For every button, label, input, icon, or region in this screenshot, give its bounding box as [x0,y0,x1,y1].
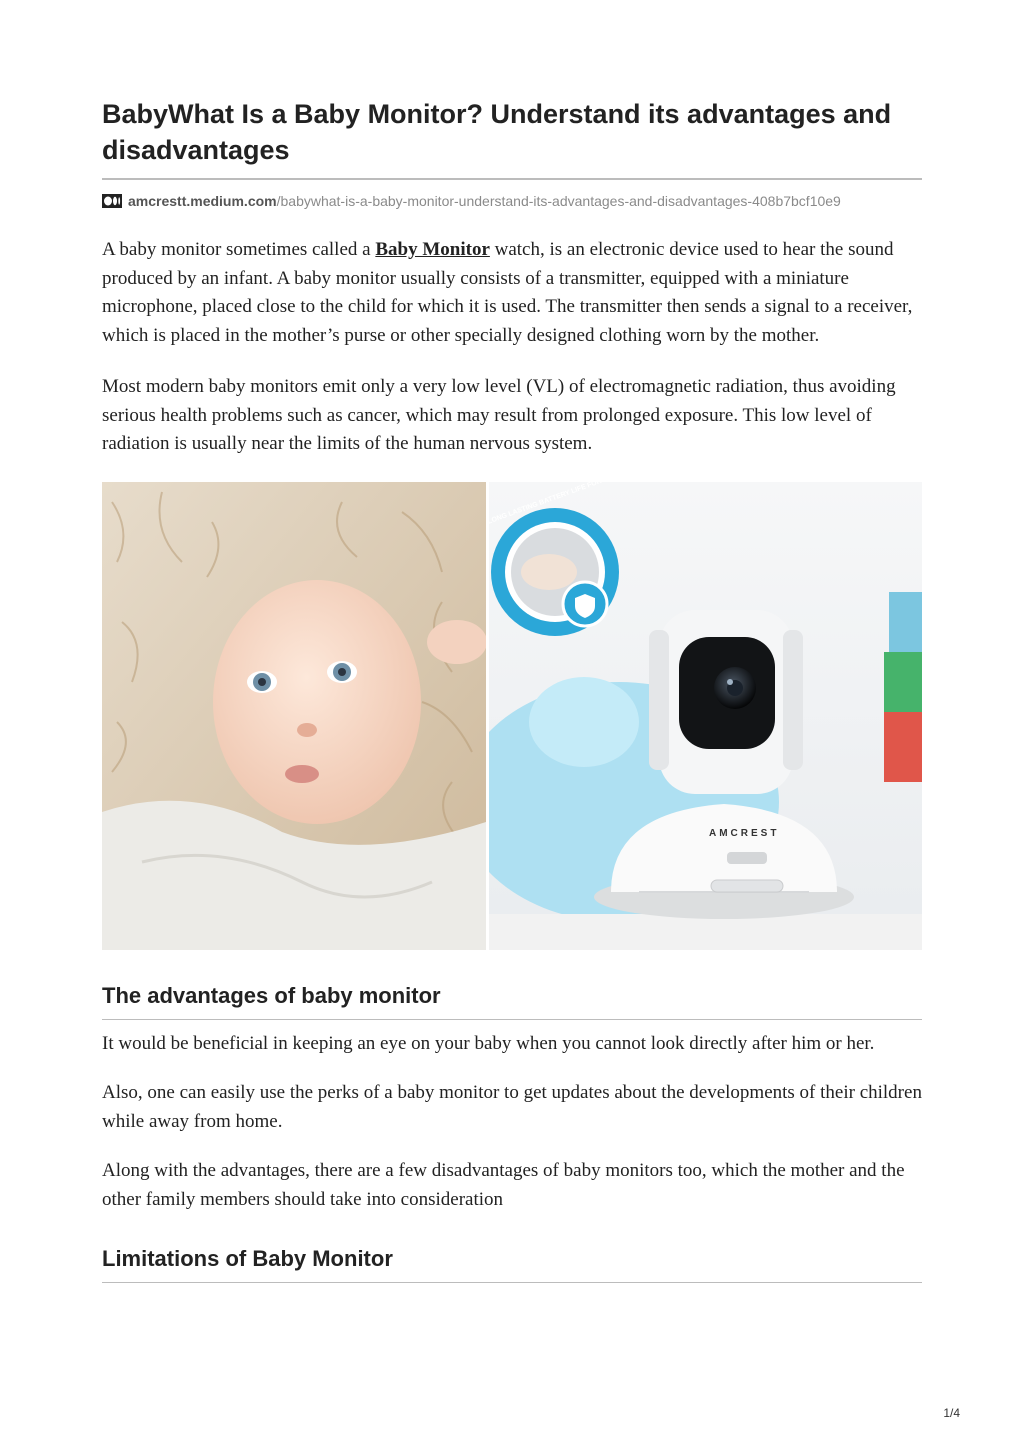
limitations-heading: Limitations of Baby Monitor [102,1244,922,1283]
camera-photo [489,482,922,950]
advantages-paragraph-2: Also, one can easily use the perks of a baby monitor to get updates about the developments of their children while away from home. [102,1082,922,1132]
advantages-paragraph-1: It would be beneficial in keeping an eye on your baby when you cannot look directly after him or her. [102,1032,875,1054]
radiation-paragraph: Most modern baby monitors emit only a very low level (VL) of electromagnetic radiation, thus avoiding serious health problems such as cancer, which may result from prolonged exposure. This low level of radiation is usually near the limits of the human nervous system. [102,376,896,454]
source-domain[interactable]: amcrestt.medium.com [128,193,277,209]
advantages-heading: The advantages of baby monitor [102,981,922,1020]
source-line [102,192,922,210]
medium-logo-icon [102,194,122,208]
intro-paragraph [102,236,922,350]
article-title: BabyWhat Is a Baby Monitor? Understand its advantages and disadvantages [102,96,922,180]
article [102,96,922,1283]
baby-monitor-link[interactable]: Baby Monitor [375,239,490,260]
camera-brand-label: AMCREST [709,827,780,839]
advantages-paragraph-3: Along with the advantages, there are a few disadvantages of baby monitors too, which the mother and the other family members should take into consideration [102,1160,905,1210]
page-number: 1/4 [943,1406,960,1420]
baby-photo [102,482,486,950]
source-path[interactable]: /babywhat-is-a-baby-monitor-understand-its-advantages-and-disadvantages-408b7bcf10e9 [276,193,841,209]
intro-text-end: watch, is an electronic device used to hear the sound produced by an infant. A baby monitor usually consists of a transmitter, equipped with a miniature microphone, placed close to the child for which it is used. The transmitter then sends a signal to a receiver, which is placed in the mother’s purse or other specially designed clothing worn by the mother. [102,239,913,346]
intro-text-start: A baby monitor sometimes called a [102,239,376,260]
hero-image [102,482,922,950]
